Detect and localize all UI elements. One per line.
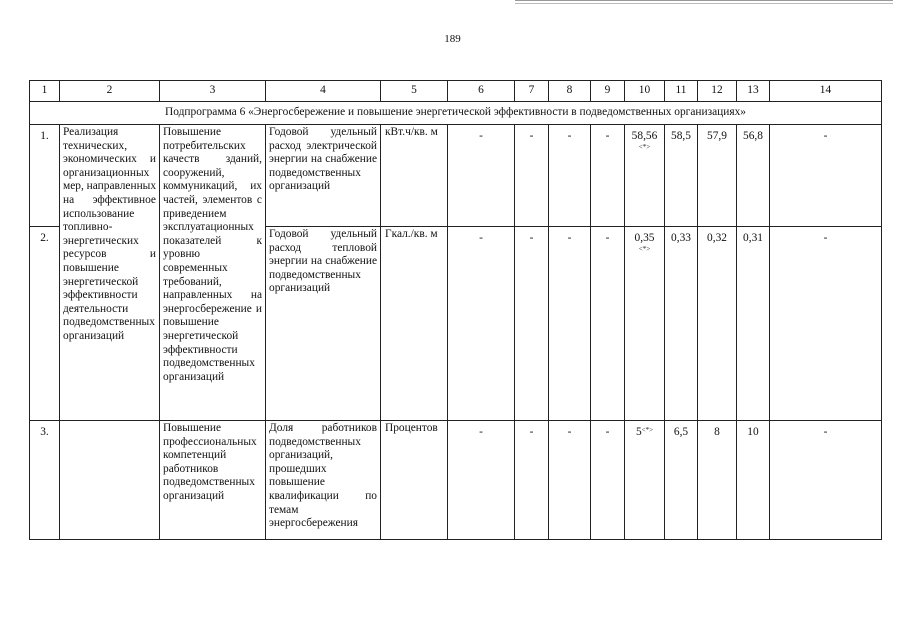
col-header: 9 [591, 81, 625, 102]
value-cell: - [591, 227, 625, 421]
base-value: 5 [635, 426, 642, 438]
col-header: 12 [698, 81, 737, 102]
value-cell: - [549, 125, 591, 227]
col-header: 5 [381, 81, 448, 102]
indicator-name: Доля работников подведомственных организаций, прошедших повышение квалификации по темам энергосбережения [266, 421, 381, 540]
value-cell: 57,9 [698, 125, 737, 227]
base-value: 58,56 [631, 130, 658, 142]
value-cell: - [515, 125, 549, 227]
footnote-marker: <*> [638, 142, 651, 151]
value-cell: - [770, 421, 882, 540]
row-number: 3. [30, 421, 60, 540]
col-header: 11 [665, 81, 698, 102]
activity-description: Повышение потребительских качеств зданий, сооружений, коммуникаций, их частей, элементов с приведением эксплуатационных показателей к уровню современных требований, направленных на энергосбережение и повышение энергетической эффективности подведомственных организаций [160, 125, 266, 421]
value-cell: 0,33 [665, 227, 698, 421]
unit-of-measure: кВт.ч/кв. м [381, 125, 448, 227]
value-cell: - [591, 125, 625, 227]
indicators-table [29, 80, 882, 540]
measure-description: Реализация технических, экономических и организационных мер, направленных на эффективное использование топливно-энергетических ресурсов и повышение энергетической эффективности деятельности подведомственных организаций [60, 125, 160, 421]
value-cell: 56,8 [737, 125, 770, 227]
activity-description: Повышение профессиональных компетенций работников подведомственных организаций [160, 421, 266, 540]
footnote-marker: <*> [638, 244, 651, 253]
value-cell: - [770, 227, 882, 421]
value-cell: - [448, 227, 515, 421]
col-header: 4 [266, 81, 381, 102]
value-cell: 6,5 [665, 421, 698, 540]
value-cell: - [549, 227, 591, 421]
value-cell: - [591, 421, 625, 540]
value-cell: - [448, 125, 515, 227]
col-header: 3 [160, 81, 266, 102]
value-cell: - [770, 125, 882, 227]
table-row [30, 125, 882, 227]
base-value-cell [625, 421, 665, 540]
indicator-name: Годовой удельный расход тепловой энергии на снабжение подведомственных организаций [266, 227, 381, 421]
unit-of-measure: Процентов [381, 421, 448, 540]
value-cell: - [448, 421, 515, 540]
col-header: 10 [625, 81, 665, 102]
page-number: 189 [444, 33, 461, 45]
subprogram-title: Подпрограмма 6 «Энергосбережение и повышение энергетической эффективности в подведомственных организациях» [30, 102, 882, 125]
top-rule [515, 0, 893, 4]
value-cell: - [549, 421, 591, 540]
table-row [30, 421, 882, 540]
col-header: 6 [448, 81, 515, 102]
col-header: 13 [737, 81, 770, 102]
measure-description [60, 421, 160, 540]
base-value-cell [625, 125, 665, 227]
row-number: 2. [30, 227, 60, 421]
col-header: 2 [60, 81, 160, 102]
value-cell: 58,5 [665, 125, 698, 227]
column-number-row [30, 81, 882, 102]
base-value: 0,35 [634, 232, 655, 244]
footnote-marker: <*> [641, 426, 654, 434]
value-cell: 0,32 [698, 227, 737, 421]
value-cell: 10 [737, 421, 770, 540]
unit-of-measure: Гкал./кв. м [381, 227, 448, 421]
col-header: 7 [515, 81, 549, 102]
value-cell: 8 [698, 421, 737, 540]
subprogram-row [30, 102, 882, 125]
value-cell: 0,31 [737, 227, 770, 421]
indicator-name: Годовой удельный расход электрической энергии на снабжение подведомственных организаций [266, 125, 381, 227]
value-cell: - [515, 227, 549, 421]
col-header: 8 [549, 81, 591, 102]
base-value-cell [625, 227, 665, 421]
value-cell: - [515, 421, 549, 540]
col-header: 1 [30, 81, 60, 102]
row-number: 1. [30, 125, 60, 227]
col-header: 14 [770, 81, 882, 102]
